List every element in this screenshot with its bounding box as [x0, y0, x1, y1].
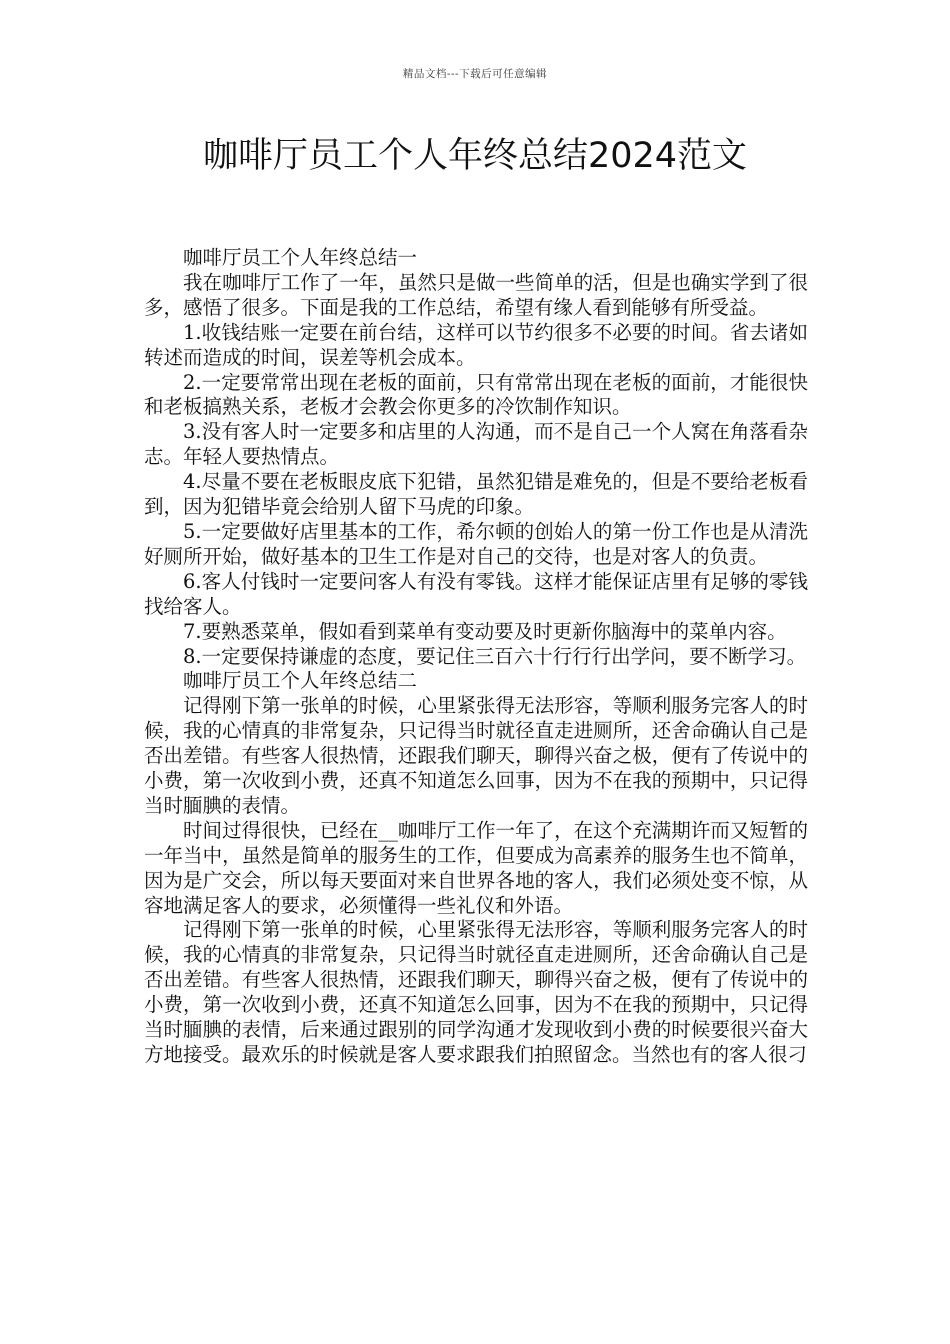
paragraph-item-2: 2.一定要常常出现在老板的面前，只有常常出现在老板的面前，才能很快和老板搞熟关系，老板才会教会你更多的冷饮制作知识。 [144, 370, 808, 419]
paragraph-item-8: 8.一定要保持谦虚的态度，要记住三百六十行行行出学问，要不断学习。 [183, 644, 807, 668]
document-body [144, 246, 808, 1068]
document-title: 咖啡厅员工个人年终总结2024范文 [202, 136, 748, 176]
paragraph-first-order: 记得刚下第一张单的时候，心里紧张得无法形容，等顺利服务完客人的时候，我的心情真的非常复杂，只记得当时就径直走进厕所，还舍命确认自己是否出差错。有些客人很热情，还跟我们聊天，聊得兴奋之极，便有了传说中的小费，第一次收到小费，还真不知道怎么回事，因为不在我的预期中，只记得当时腼腆的表情。 [144, 694, 808, 817]
header-note: 精品文档---下载后可任意编辑 [402, 68, 548, 80]
paragraph-item-3: 3.没有客人时一定要多和店里的人沟通，而不是自己一个人窝在角落看杂志。年轻人要热情点。 [144, 420, 808, 469]
paragraph-intro: 我在咖啡厅工作了一年，虽然只是做一些简单的活，但是也确实学到了很多，感悟了很多。下面是我的工作总结，希望有缘人看到能够有所受益。 [144, 270, 808, 319]
paragraph-item-5: 5.一定要做好店里基本的工作，希尔顿的创始人的第一份工作也是从清洗好厕所开始，做好基本的卫生工作是对自己的交待，也是对客人的负责。 [144, 519, 808, 568]
paragraph-time-passes: 时间过得很快，已经在__咖啡厅工作一年了，在这个充满期许而又短暂的一年当中，虽然是简单的服务生的工作，但要成为高素养的服务生也不简单，因为是广交会，所以每天要面对来自世界各地的客人，我们必须处变不惊，从容地满足客人的要求，必须懂得一些礼仪和外语。 [144, 818, 808, 917]
section-heading-one: 咖啡厅员工个人年终总结一 [183, 246, 418, 269]
paragraph-item-6: 6.客人付钱时一定要问客人有没有零钱。这样才能保证店里有足够的零钱找给客人。 [144, 569, 808, 618]
section-heading-two: 咖啡厅员工个人年终总结二 [183, 669, 418, 693]
paragraph-item-4: 4.尽量不要在老板眼皮底下犯错，虽然犯错是难免的，但是不要给老板看到，因为犯错毕竟会给别人留下马虎的印象。 [144, 470, 808, 519]
paragraph-first-order-repeat: 记得刚下第一张单的时候，心里紧张得无法形容，等顺利服务完客人的时候，我的心情真的非常复杂，只记得当时就径直走进厕所，还舍命确认自己是否出差错。有些客人很热情，还跟我们聊天，聊得兴奋之极，便有了传说中的小费，第一次收到小费，还真不知道怎么回事，因为不在我的预期中，只记得当时腼腆的表情，后来通过跟别的同学沟通才发现收到小费的时候要很兴奋大方地接受。最欢乐的时候就是客人要求跟我们拍照留念。当然也有的客人很刁 [144, 918, 808, 1066]
paragraph-item-7: 7.要熟悉菜单，假如看到菜单有变动要及时更新你脑海中的菜单内容。 [183, 619, 787, 643]
paragraph-item-1: 1.收钱结账一定要在前台结，这样可以节约很多不必要的时间。省去诸如转述而造成的时间，误差等机会成本。 [144, 320, 808, 369]
